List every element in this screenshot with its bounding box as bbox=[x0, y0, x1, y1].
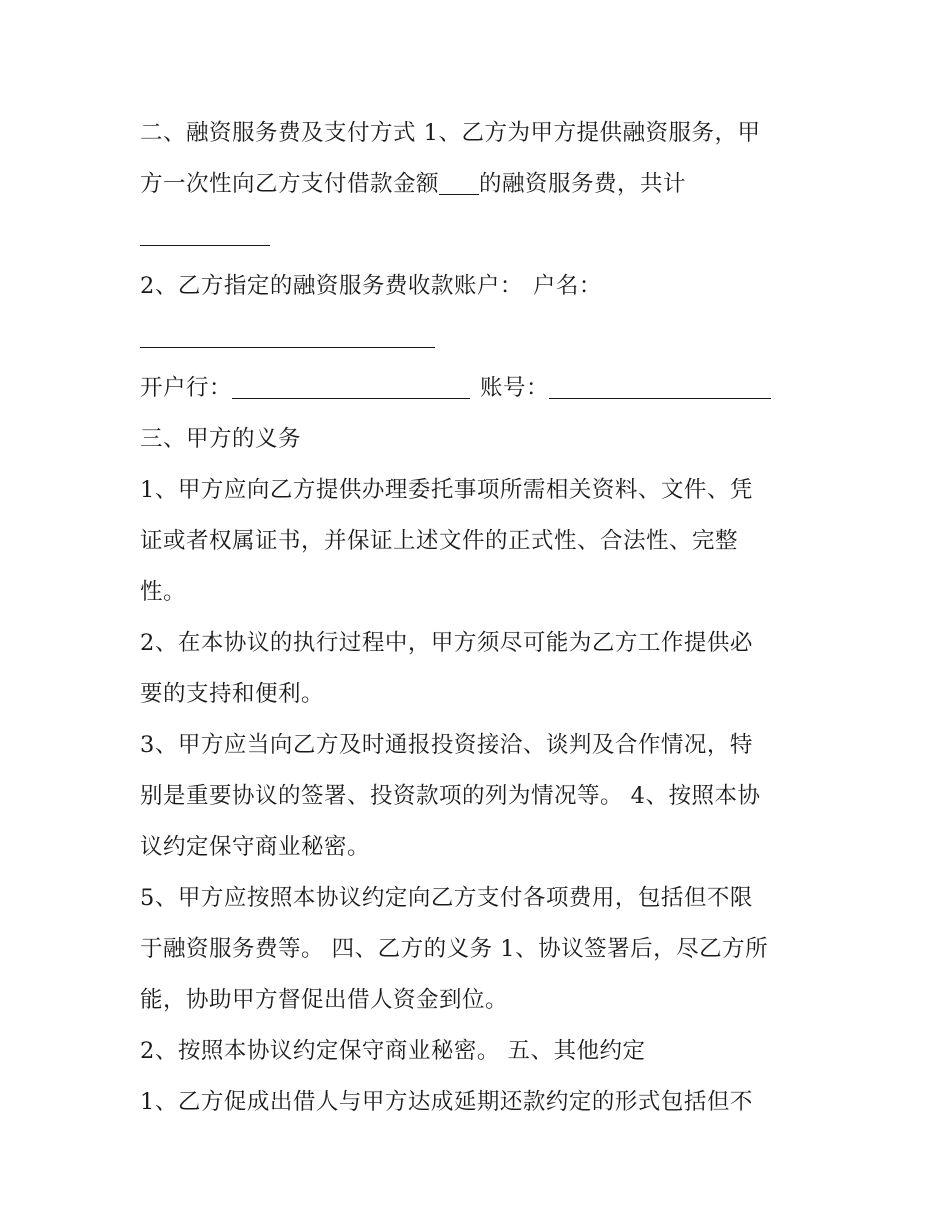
obligation-3-line-1: 3、甲方应当向乙方及时通报投资接洽、谈判及合作情况，特 bbox=[140, 732, 753, 758]
account-number-blank bbox=[549, 368, 771, 399]
obligation-2-line-2: 要的支持和便利。 bbox=[140, 681, 325, 707]
fee-total-blank bbox=[140, 215, 270, 246]
obligation-5-line-1: 5、甲方应按照本协议约定向乙方支付各项费用，包括但不限 bbox=[140, 885, 753, 911]
account-line bbox=[140, 261, 820, 312]
section-3-title: 三、甲方的义务 bbox=[140, 426, 302, 452]
account-name-label: 户名： bbox=[532, 273, 602, 299]
obligation-1-line-3: 性。 bbox=[140, 579, 187, 605]
other-terms-line-1: 1、乙方促成出借人与甲方达成延期还款约定的形式包括但不 bbox=[140, 1089, 753, 1115]
account-label: 2、乙方指定的融资服务费收款账户： bbox=[140, 273, 523, 299]
obligation-1-line-2: 证或者权属证书，并保证上述文件的正式性、合法性、完整 bbox=[140, 528, 739, 554]
fee-total-line bbox=[140, 210, 820, 261]
fee-clause-text-a: 方一次性向乙方支付借款金额 bbox=[140, 171, 440, 197]
obligation-5-line-3: 能，协助甲方督促出借人资金到位。 bbox=[140, 987, 509, 1013]
bank-blank bbox=[232, 368, 470, 399]
obligation-1-line-1: 1、甲方应向乙方提供办理委托事项所需相关资料、文件、凭 bbox=[140, 477, 753, 503]
fee-clause-line-1: 二、融资服务费及支付方式 1、乙方为甲方提供融资服务，甲 bbox=[140, 120, 761, 146]
fee-clause-text-b: 的融资服务费，共计 bbox=[479, 171, 687, 197]
party-b-obligation-2: 2、按照本协议约定保守商业秘密。 五、其他约定 bbox=[140, 1038, 646, 1064]
obligation-3-line-3: 议约定保守商业秘密。 bbox=[140, 834, 371, 860]
obligation-5-line-2: 于融资服务费等。 四、乙方的义务 1、协议签署后，尽乙方所 bbox=[140, 936, 769, 962]
bank-label: 开户行： bbox=[140, 375, 233, 401]
fee-clause-line-2 bbox=[140, 159, 820, 210]
account-name-line bbox=[140, 312, 820, 363]
account-number-label: 账号： bbox=[480, 375, 550, 401]
fee-rate-blank bbox=[439, 164, 479, 195]
obligation-3-line-2: 别是重要协议的签署、投资款项的列为情况等。 4、按照本协 bbox=[140, 783, 761, 809]
obligation-2-line-1: 2、在本协议的执行过程中，甲方须尽可能为乙方工作提供必 bbox=[140, 630, 753, 656]
account-name-blank bbox=[140, 317, 435, 348]
document-page bbox=[140, 108, 820, 1128]
bank-line bbox=[140, 363, 820, 414]
